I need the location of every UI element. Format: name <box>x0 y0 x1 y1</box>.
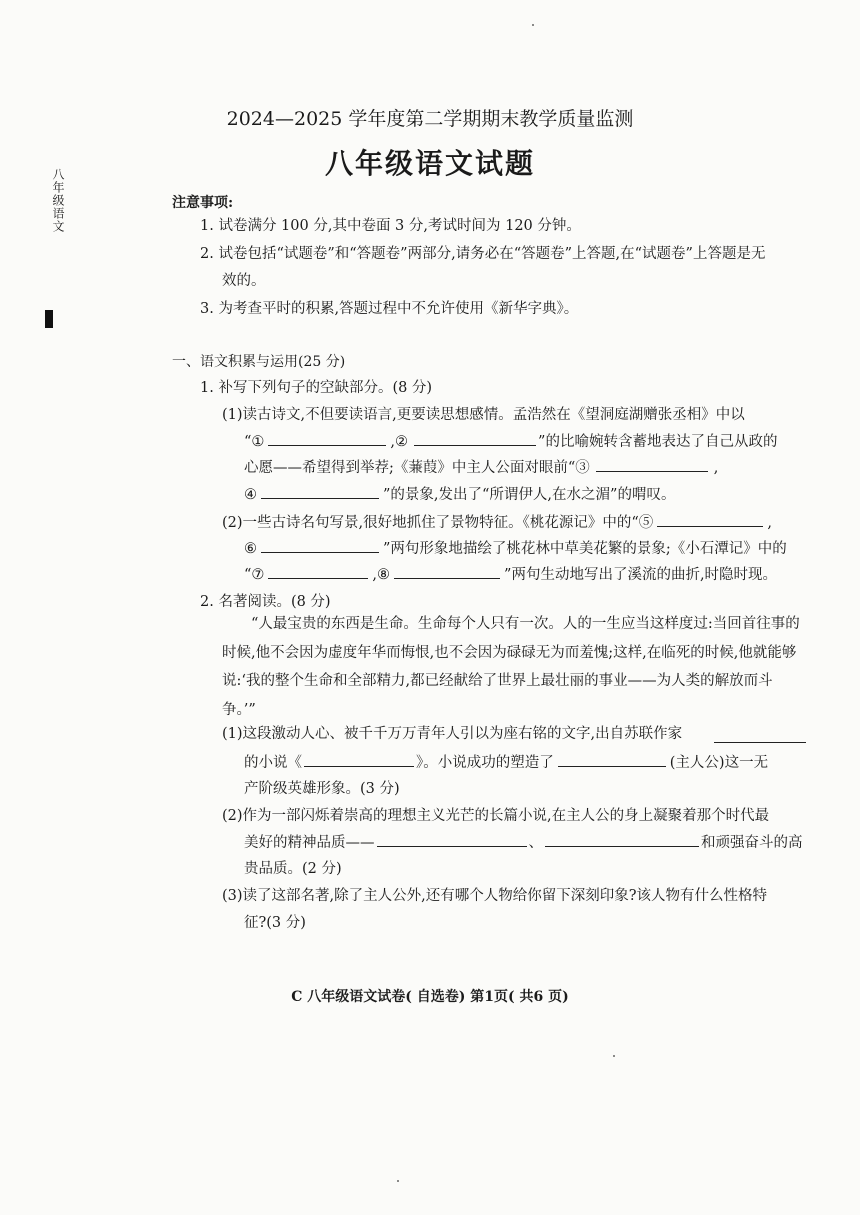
quote-passage: “人最宝贵的东西是生命。生命每个人只有一次。人的一生应当这样度过:当回首往事的时候,他不会因为虚度年华而悔恨,也不会因为碌碌无为而羞愧;这样,在临死的时候,他就能够说:‘我的整个生命和全部精力,都已经献给了世界上最壮丽的事业——为人类的解放而斗争。’” <box>222 616 800 718</box>
q1-1-line: “① ,② ”的比喻婉转含蓄地表达了自己从政的 <box>244 431 777 452</box>
q2-2-line: 美好的精神品质—— 、 和顽强奋斗的高 <box>244 832 803 853</box>
main-title: 八年级语文试题 <box>324 147 535 180</box>
answer-blank[interactable] <box>414 431 536 446</box>
q2-3-line: 征?(3 分) <box>244 915 306 931</box>
q1-1-line: 心愿——希望得到举荐;《蒹葭》中主人公面对眼前“③ , <box>244 457 718 478</box>
q2-1-line: 的小说《 》。小说成功的塑造了 (主人公)这一无 <box>244 752 768 773</box>
q2-1-line: 产阶级英雄形象。(3 分) <box>244 781 400 797</box>
answer-blank[interactable] <box>377 832 527 847</box>
notes-heading: 注意事项: <box>172 195 234 211</box>
answer-blank[interactable] <box>545 832 699 847</box>
answer-blank[interactable] <box>558 752 666 767</box>
answer-blank[interactable] <box>394 564 500 579</box>
q2-2-line: 贵品质。(2 分) <box>244 861 342 877</box>
question-title: 1. 补写下列句子的空缺部分。(8 分) <box>200 380 433 396</box>
answer-blank[interactable] <box>657 512 763 527</box>
scan-speck <box>397 1180 399 1182</box>
scan-speck <box>613 1055 615 1057</box>
q2-3-line: (3)读了这部名著,除了主人公外,还有哪个人物给你留下深刻印象?该人物有什么性格特 <box>222 888 768 904</box>
q1-2-line: “⑦ ,⑧ ”两句生动地写出了溪流的曲折,时隐时现。 <box>244 564 777 585</box>
exam-title: 2024—2025 学年度第二学期期末教学质量监测 <box>226 108 634 130</box>
q2-2-line: (2)作为一部闪烁着崇高的理想主义光芒的长篇小说,在主人公的身上凝聚着那个时代最 <box>222 808 770 824</box>
section-heading: 一、语文积累与运用(25 分) <box>172 354 346 370</box>
question-title: 2. 名著阅读。(8 分) <box>200 594 331 610</box>
q1-2-line: ⑥ ”两句形象地描绘了桃花林中草美花繁的景象;《小石潭记》中的 <box>244 538 787 559</box>
note-item: 1. 试卷满分 100 分,其中卷面 3 分,考试时间为 120 分钟。 <box>200 218 581 234</box>
q1-1-line: (1)读古诗文,不但要读语言,更要读思想感情。孟浩然在《望洞庭湖赠张丞相》中以 <box>222 407 745 423</box>
note-item: 3. 为考查平时的积累,答题过程中不允许使用《新华字典》。 <box>200 301 579 317</box>
side-label: 八年级语文 <box>51 168 65 233</box>
q1-1-line: ④ ”的景象,发出了“所谓伊人,在水之湄”的喟叹。 <box>244 484 675 505</box>
note-item: 2. 试卷包括“试题卷”和“答题卷”两部分,请务必在“答题卷”上答题,在“试题卷”上答题是无 <box>200 246 766 262</box>
note-item: 效的。 <box>222 273 266 289</box>
answer-blank[interactable] <box>268 431 386 446</box>
answer-blank[interactable] <box>261 538 379 553</box>
q2-1-line: (1)这段激动人心、被千千万万青年人引以为座右铭的文字,出自苏联作家 <box>222 726 683 742</box>
binding-mark <box>45 310 53 328</box>
answer-blank[interactable] <box>261 484 379 499</box>
answer-blank[interactable] <box>304 752 414 767</box>
answer-blank[interactable] <box>714 728 806 743</box>
answer-blank[interactable] <box>268 564 368 579</box>
q1-2-line: (2)一些古诗名句写景,很好地抓住了景物特征。《桃花源记》中的“⑤ , <box>222 512 772 533</box>
page-footer: C 八年级语文试卷( 自选卷) 第1页( 共6 页) <box>291 989 569 1005</box>
scan-speck <box>532 24 534 26</box>
answer-blank[interactable] <box>596 457 708 472</box>
